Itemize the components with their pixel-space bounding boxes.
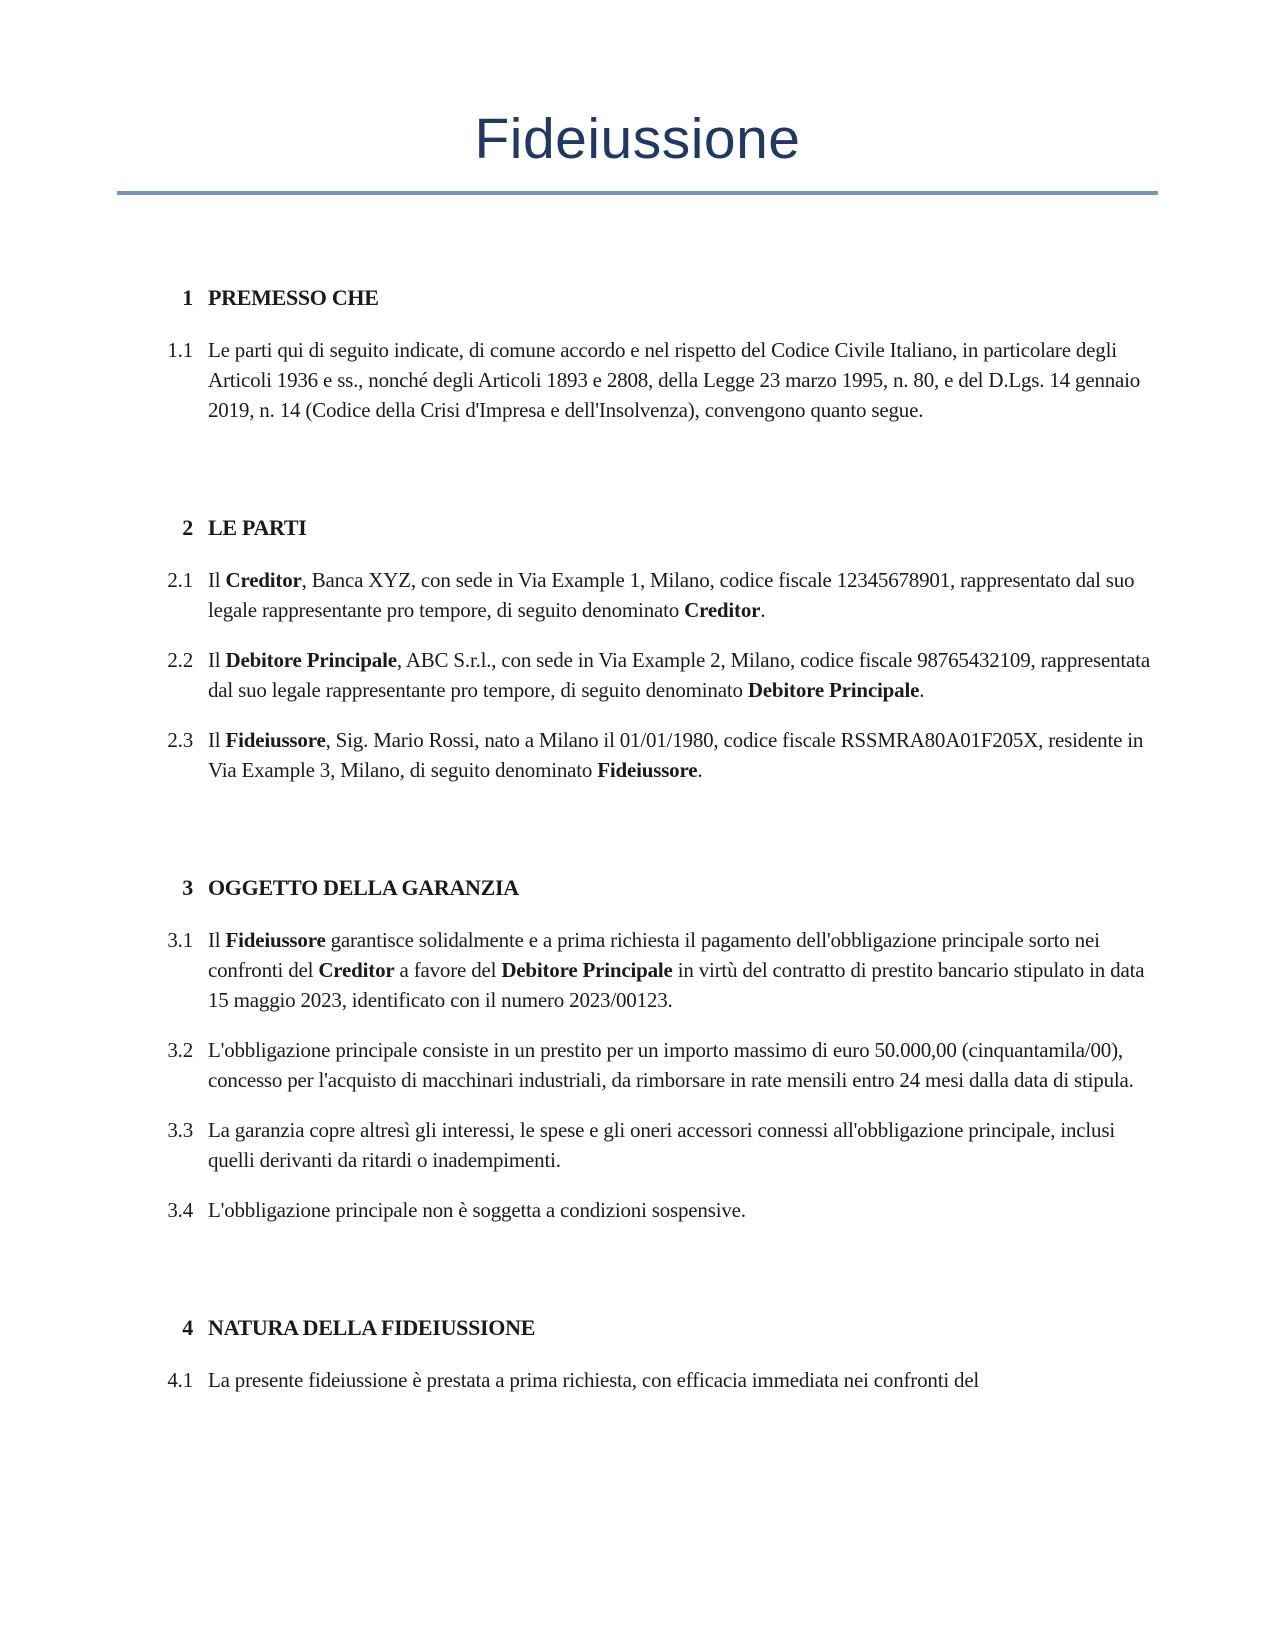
clause-number: 2.3 bbox=[167, 728, 193, 752]
clause bbox=[117, 1195, 1158, 1225]
section-heading bbox=[117, 1313, 1158, 1343]
clause bbox=[117, 925, 1158, 1015]
section-heading-text: PREMESSO CHE bbox=[208, 285, 379, 310]
clause bbox=[117, 565, 1158, 625]
clause-number: 3.2 bbox=[167, 1038, 193, 1062]
section-heading-text: OGGETTO DELLA GARANZIA bbox=[208, 875, 519, 900]
clause bbox=[117, 645, 1158, 705]
clause bbox=[117, 725, 1158, 785]
section-4 bbox=[117, 1313, 1158, 1395]
clause-number: 3.4 bbox=[167, 1198, 193, 1222]
clause-number: 3.3 bbox=[167, 1118, 193, 1142]
clause-text: L'obbligazione principale consiste in un prestito per un importo massimo di euro 50.000,00 (cinquantamila/00), concesso per l'acquisto di macchinari industriali, da rimborsare in rate mensili entro 24 mesi dalla data di stipula. bbox=[208, 1038, 1134, 1092]
document-title: Fideiussione bbox=[474, 107, 801, 171]
clause-text: Il Fideiussore, Sig. Mario Rossi, nato a Milano il 01/01/1980, codice fiscale RSSMRA80A01F205X, residente in Via Example 3, Milano, di seguito denominato Fideiussore. bbox=[208, 728, 1144, 782]
section-heading bbox=[117, 513, 1158, 543]
section-number: 4 bbox=[182, 1315, 193, 1340]
section-3 bbox=[117, 873, 1158, 1225]
clause bbox=[117, 1035, 1158, 1095]
clause-text: L'obbligazione principale non è soggetta a condizioni sospensive. bbox=[208, 1198, 746, 1222]
section-2 bbox=[117, 513, 1158, 785]
clause-text: La garanzia copre altresì gli interessi, le spese e gli oneri accessori connessi all'obbligazione principale, inclusi quelli derivanti da ritardi o inadempimenti. bbox=[208, 1118, 1115, 1172]
clause-number: 2.2 bbox=[167, 648, 193, 672]
clause-text: Il Debitore Principale, ABC S.r.l., con sede in Via Example 2, Milano, codice fiscale 98765432109, rappresentata dal suo legale rappresentante pro tempore, di seguito denominato Debitore Principale. bbox=[208, 648, 1150, 702]
clause-number: 4.1 bbox=[167, 1368, 193, 1392]
clause bbox=[117, 335, 1158, 425]
section-number: 2 bbox=[182, 515, 193, 540]
clause-number: 2.1 bbox=[167, 568, 193, 592]
section-number: 3 bbox=[182, 875, 193, 900]
section-heading bbox=[117, 283, 1158, 313]
clause-text: Il Fideiussore garantisce solidalmente e a prima richiesta il pagamento dell'obbligazione principale sorto nei confronti del Creditor a favore del Debitore Principale in virtù del contratto di prestito bancario stipulato in data 15 maggio 2023, identificato con il numero 2023/00123. bbox=[208, 928, 1145, 1012]
title-block bbox=[117, 106, 1158, 195]
section-heading bbox=[117, 873, 1158, 903]
clause-number: 1.1 bbox=[167, 338, 193, 362]
clause-number: 3.1 bbox=[167, 928, 193, 952]
section-1 bbox=[117, 283, 1158, 425]
document-body bbox=[117, 283, 1158, 1395]
section-heading-text: LE PARTI bbox=[208, 515, 307, 540]
section-number: 1 bbox=[182, 285, 193, 310]
clause-text: Le parti qui di seguito indicate, di comune accordo e nel rispetto del Codice Civile Italiano, in particolare degli Articoli 1936 e ss., nonché degli Articoli 1893 e 2808, della Legge 23 marzo 1995, n. 80, e del D.Lgs. 14 gennaio 2019, n. 14 (Codice della Crisi d'Impresa e dell'Insolvenza), convengono quanto segue. bbox=[208, 338, 1141, 422]
clause-text: La presente fideiussione è prestata a prima richiesta, con efficacia immediata nei confronti del bbox=[208, 1368, 980, 1392]
clause-text: Il Creditor, Banca XYZ, con sede in Via Example 1, Milano, codice fiscale 12345678901, rappresentato dal suo legale rappresentante pro tempore, di seguito denominato Creditor. bbox=[208, 568, 1135, 622]
clause bbox=[117, 1115, 1158, 1175]
section-heading-text: NATURA DELLA FIDEIUSSIONE bbox=[208, 1315, 536, 1340]
clause bbox=[117, 1365, 1158, 1395]
